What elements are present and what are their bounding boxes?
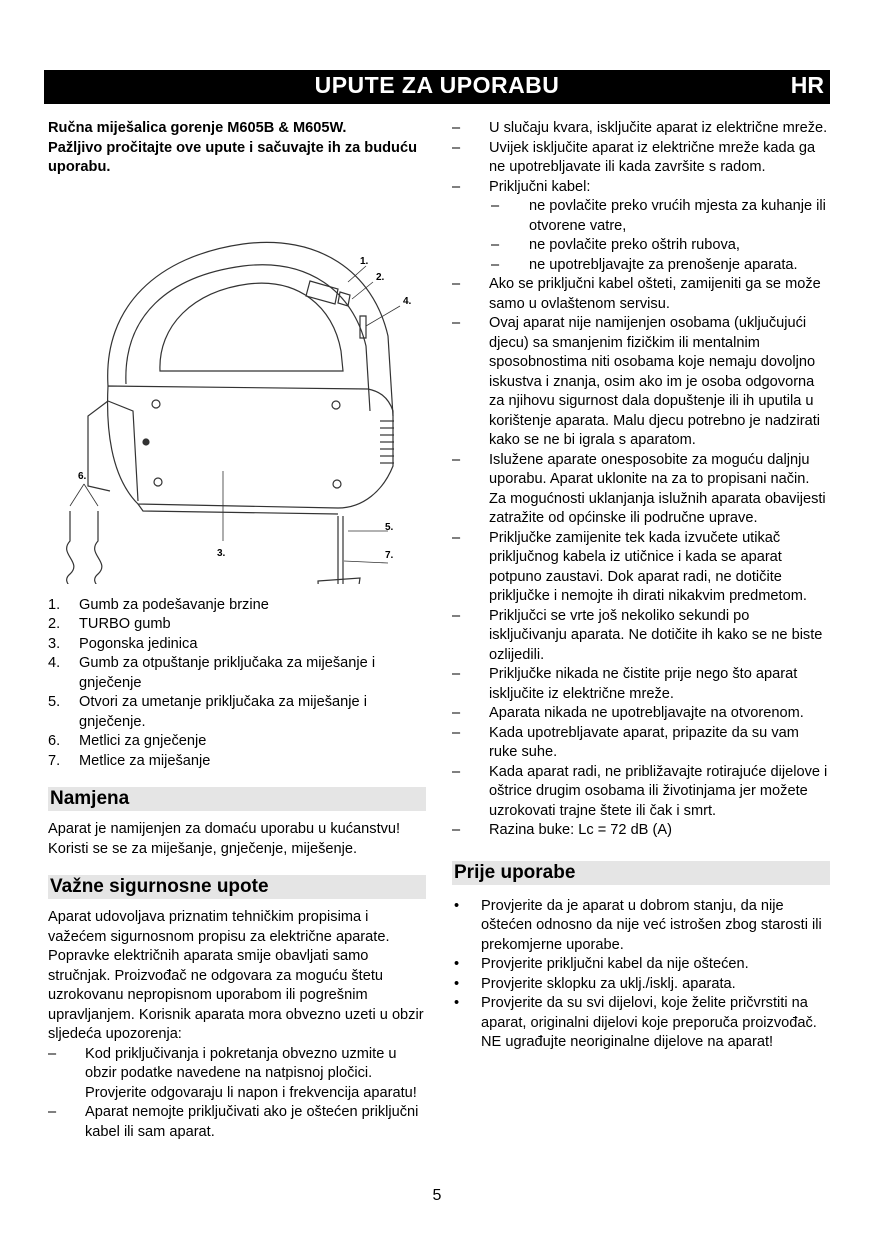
figure-label-4: 4. xyxy=(403,295,412,307)
list-item: – Priključni kabel: – ne povlačite preko vrućih mjesta za kuhanje ili otvorene vatre, – ne povlačite preko oštrih rubova, – ne upotrebljavajte za prenošenje aparata. xyxy=(452,178,830,276)
mixer-side-panel xyxy=(88,401,110,491)
list-item: – Razina buke: Lc = 72 dB (A) xyxy=(452,822,672,838)
safety-list-right xyxy=(452,119,830,841)
label-leader-7 xyxy=(344,561,388,563)
figure-label-2: 2. xyxy=(376,271,385,283)
header-bar xyxy=(44,70,830,104)
section-heading-before-use: Prije uporabe xyxy=(452,861,830,885)
label-leader-1 xyxy=(348,266,366,282)
mixer-body xyxy=(108,386,393,508)
mixer-diagram-svg xyxy=(48,186,426,584)
list-item: 6. Metlici za gnječenje xyxy=(48,733,207,749)
list-item: 3. Pogonska jedinica xyxy=(48,635,198,652)
list-item: – ne povlačite preko oštrih rubova, xyxy=(491,237,740,253)
list-item: – Priključke zamijenite tek kada izvučete utikač priključnog kabela iz utičnice i kada se aparat potpuno zaustavi. Dok aparat radi, ne dotičite priključke i nemojte ih dirati nikakvim predmetom. xyxy=(452,529,807,604)
list-item: • Provjerite da su svi dijelovi, koje želite pričvrstiti na aparat, originalni dijelovi koje preporuča proizvođač. NE ugrađujte neoriginalne dijelove na aparat! xyxy=(454,995,817,1050)
dough-hook-2 xyxy=(95,511,102,584)
screw-circle xyxy=(333,480,341,488)
list-item: 7. Metlice za miješanje xyxy=(48,752,211,769)
screw-circle xyxy=(332,401,340,409)
list-item: • Provjerite priključni kabel da nije oštećen. xyxy=(454,956,749,972)
figure-label-5: 5. xyxy=(385,521,394,533)
figure-label-1: 1. xyxy=(360,255,369,267)
label-leader-2 xyxy=(352,282,373,299)
safety-list-left xyxy=(48,1045,426,1143)
list-item: – Kod priključivanja i pokretanja obvezno uzmite u obzir podatke navedene na natpisnoj pločici. Provjerite odgovaraju li napon i frekvencija aparatu! xyxy=(48,1045,417,1101)
intro-line-2: Pažljivo pročitajte ove upute i sačuvajte ih za buduću uporabu. xyxy=(48,139,417,175)
list-item: 1. Gumb za podešavanje brzine xyxy=(48,596,269,613)
list-item: – U slučaju kvara, isključite aparat iz električne mreže. xyxy=(452,120,828,136)
screw-circle xyxy=(152,400,160,408)
list-item: – ne povlačite preko vrućih mjesta za kuhanje ili otvorene vatre, xyxy=(491,198,826,234)
safety-intro-text: Aparat udovoljava priznatim tehničkim propisima i važećem sigurnosnom propisu za električne aparate. Popravke električnih aparata smije obavljati samo stručnjak. Proizvođač ne odgovara za moguću štetu uzrokovanu nepropisnom uporabom ili pogrešnim upravljanjem. Korisnik aparata mora obvezno uzeti u obzir sljedeća upozorenja: xyxy=(48,909,424,1042)
intro-line-1: Ručna miješalica gorenje M605B & M605W. xyxy=(48,120,347,136)
list-item: • Provjerite da je aparat u dobrom stanju, da nije oštećen odnosno da nije već istrošen zbog starosti ili prekomjerne uporabe. xyxy=(454,897,822,953)
right-column xyxy=(452,119,830,1053)
figure-label-7: 7. xyxy=(385,549,394,561)
language-code: HR xyxy=(790,72,824,98)
list-item: – Uvijek isključite aparat iz električne mreže kada ga ne upotrebljavate ili kada završite s radom. xyxy=(452,139,816,175)
speed-button-shape xyxy=(306,281,338,304)
figure-label-3: 3. xyxy=(217,547,226,559)
namjena-text: Aparat je namijenjen za domaću uporabu u kućanstvu! Koristi se se za miješanje, gnječenje, miješenje. xyxy=(48,821,401,857)
section-heading-namjena: Namjena xyxy=(48,787,426,811)
label-leader-6a xyxy=(70,484,84,506)
figure-label-6: 6. xyxy=(78,470,87,482)
before-use-list xyxy=(452,897,830,1053)
list-item: 5. Otvori za umetanje priključaka za miješanje i gnječenje. xyxy=(48,694,367,730)
parts-list xyxy=(48,596,426,772)
list-item: • Provjerite sklopku za uklj./isklj. aparata. xyxy=(454,975,736,992)
list-item: – Priključci se vrte još nekoliko sekundi po isključivanju aparata. Ne dotičite ih kako se ne biste ozlijedili. xyxy=(452,607,823,663)
list-item: 4. Gumb za otpuštanje priključaka za miješanje i gnječenje xyxy=(48,655,376,691)
center-dot xyxy=(143,439,149,445)
page-number: 5 xyxy=(432,1187,442,1204)
list-item: – Islužene aparate onesposobite za moguću daljnju uporabu. Aparat uklonite na za to propisani način. Za mogućnosti uklanjanja islužnih aparata obavijesti zatražite od općinske ili područne uprave. xyxy=(452,451,826,526)
mixer-diagram xyxy=(48,186,426,584)
list-item: – Kada aparat radi, ne približavajte rotirajuće dijelove i oštrice drugim osobama ili životinjama jer možete uzrokovati trajne štete ili čak i smrt. xyxy=(452,763,828,819)
list-item: 2. TURBO gumb xyxy=(48,616,171,632)
list-item: – Kada upotrebljavate aparat, pripazite da su vam ruke suhe. xyxy=(452,724,799,760)
list-item: – Aparat nemojte priključivati ako je oštećen priključni kabel ili sam aparat. xyxy=(48,1104,419,1140)
section-heading-safety: Važne sigurnosne upote xyxy=(48,875,426,899)
mixer-handle-outline xyxy=(108,242,393,416)
front-vents xyxy=(380,421,394,463)
intro xyxy=(48,119,426,178)
cable-sublist xyxy=(489,197,830,275)
list-item: – Ovaj aparat nije namijenjen osobama (uključujući djecu) sa smanjenim fizičkim ili mentalnim sposobnostima niti osobama koje nemaju dovoljno iskustva i znanja, osim ako im je osoba odgovorna za njihovu sigurnost dala dopuštenje ili ih uputila u korištenje aparata. Malu djecu potrebno je nadzirati kako se ne bi igrala s aparatom. xyxy=(452,315,820,448)
screw-circle xyxy=(154,478,162,486)
dough-hook-1 xyxy=(67,511,74,584)
list-item: – Priključke nikada ne čistite prije nego što aparat isključite iz električne mreže. xyxy=(452,666,798,702)
label-leader-4 xyxy=(366,306,400,326)
list-item: – ne upotrebljavajte za prenošenje aparata. xyxy=(491,256,798,273)
left-column xyxy=(48,119,426,1142)
page-title: UPUTE ZA UPORABU xyxy=(314,72,560,98)
turbo-button-shape xyxy=(338,292,350,306)
beater-head xyxy=(318,578,360,584)
list-item: – Aparata nikada ne upotrebljavajte na otvorenom. xyxy=(452,705,804,721)
mixer-handle-opening xyxy=(160,283,343,371)
list-item: – Ako se priključni kabel ošteti, zamijeniti ga se može samo u ovlaštenom servisu. xyxy=(452,276,821,312)
